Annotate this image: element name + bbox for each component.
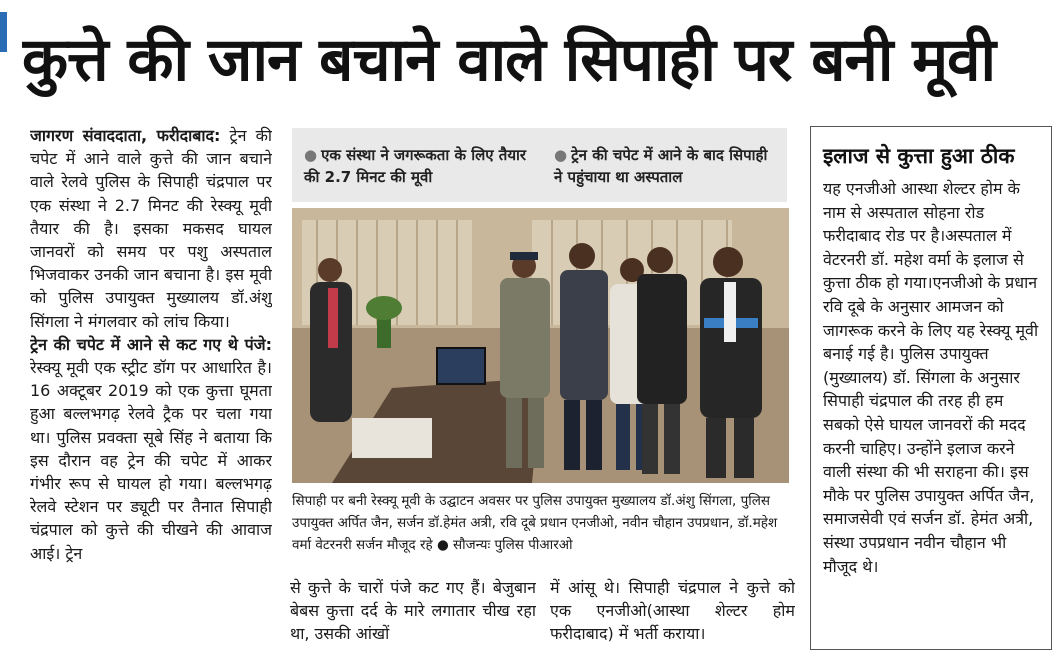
sidebar-body: यह एनजीओ आस्था शेल्टर होम के नाम से अस्पताल सोहना रोड फरीदाबाद रोड पर है।अस्पताल में वेटरनरी डॉ. महेश वर्मा के इलाज से कुत्ता ठीक हो गया।एनजीओ के प्रधान रवि दूबे के अनुसार आमजन को जागरूक करने के लिए यह रेस्क्यू मूवी बनाई गई है। पुलिस उपायुक्त (मुख्यालय) डॉ. सिंगला के अनुसार सिपाही चंद्रपाल की तरह ही हम सबको ऐसे घायल जानवरों की मदद करनी चाहिए। उन्होंने इलाज करने वाली संस्था की भी सराहना की। इस मौके पर पुलिस उपायुक्त अर्पित जैन, समाजसेवी एवं सर्जन डॉ. हेमंत अत्री, संस्था उपप्रधान नवीन चौहान भी मौजूद थे।	[823, 179, 1039, 576]
bullet-icon: ●	[554, 146, 568, 164]
highlight-text: एक संस्था ने जगरूकता के लिए तैयार की 2.7 मिनट की मूवी	[304, 146, 527, 186]
photo-caption: सिपाही पर बनी रेस्क्यू मूवी के उद्घाटन अवसर पर पुलिस उपायुक्त मुख्यालय डॉ.अंशु सिंगला, पुलिस उपायुक्त अर्पित जैन, सर्जन डॉ.हेमंत अत्री, रवि दूबे प्रधान एनजीओ, नवीन चौहान उपप्रधान, डॉ.महेश वर्मा वेटरनरी सर्जन मौजूद रहे ● सौजन्यः पुलिस पीआरओ	[292, 493, 778, 553]
article-body-left: रेस्क्यू मूवी एक स्ट्रीट डॉग पर आधारित है। 16 अक्टूबर 2019 को एक कुत्ता घूमता हुआ बल्लभगढ़ रेलवे ट्रैक पर चला गया था। पुलिस प्रवक्ता सूबे सिंह ने बताया कि इस दौरान वह ट्रेन की चपेट में आकर गंभीर रूप से घायल हो गया। बल्लभगढ़ रेलवे स्टेशन पर ड्यूटी पर तैनात सिपाही चंद्रपाल को कुत्ते की चीखने की आवाज आई। ट्रेन	[30, 358, 272, 563]
highlight-item	[554, 144, 776, 188]
article-column-left	[30, 124, 272, 664]
headline: कुत्ते की जान बचाने वाले सिपाही पर बनी मूवी	[22, 25, 996, 95]
article-second-paragraph	[30, 333, 272, 565]
highlight-item	[304, 144, 536, 188]
news-photo	[292, 208, 789, 483]
article-lead: ट्रेन की चपेट में आने वाले कुत्ते की जान बचाने वाले रेलवे पुलिस के सिपाही चंद्रपाल पर एक संस्था ने 2.7 मिनट की रेस्क्यू मूवी तैयार की है। इसका मकसद घायल जानवरों को समय पर पशु अस्पताल भिजवाकर उनकी जान बचाना है। इस मूवी को पुलिस उपायुक्त मुख्यालय डॉ.अंशु सिंगला ने मंगलवार को लांच किया।	[30, 126, 272, 331]
highlight-text: ट्रेन की चपेट में आने के बाद सिपाही ने पहुंचाया था अस्पताल	[554, 146, 768, 186]
section-accent-bar	[0, 12, 7, 52]
photo-illustration	[292, 208, 789, 483]
highlights-box	[292, 128, 787, 202]
article-lead-paragraph	[30, 124, 272, 333]
bullet-icon: ●	[304, 146, 318, 164]
article-subhead: ट्रेन की चपेट में आने से कट गए थे पंजे:	[30, 334, 272, 354]
sidebar-box	[810, 126, 1052, 650]
article-column-middle-2: में आंसू थे। सिपाही चंद्रपाल ने कुत्ते को एक एनजीओ(आस्था शेल्टर होम फरीदाबाद) में भर्ती कराया।	[550, 578, 795, 644]
dateline: जागरण संवाददाता, फरीदाबाद:	[30, 126, 221, 145]
sidebar-title: इलाज से कुत्ता हुआ ठीक	[823, 144, 1015, 168]
article-column-middle: से कुत्ते के चारों पंजे कट गए हैं। बेजुबान बेबस कुत्ता दर्द के मारे लगातार चीख रहा था, उसकी आंखों	[290, 578, 536, 644]
